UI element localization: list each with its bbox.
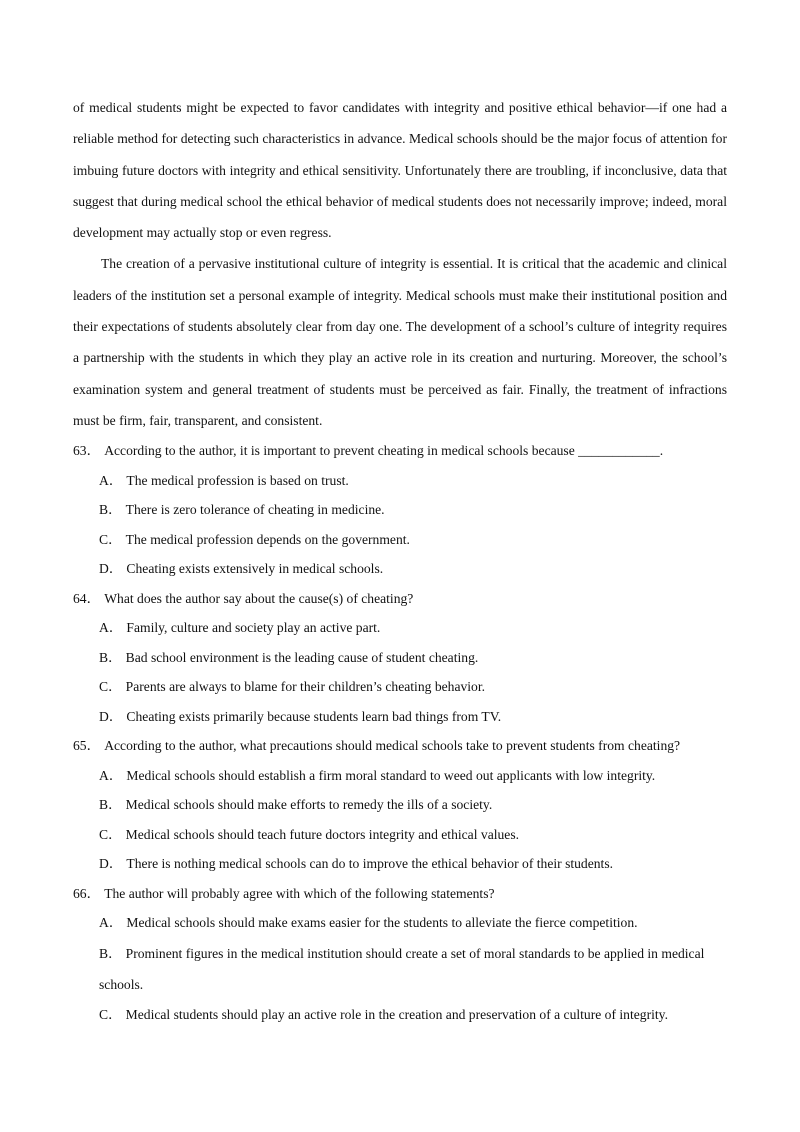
question-63 xyxy=(73,436,727,584)
option-d[interactable] xyxy=(73,702,727,732)
question-stem xyxy=(73,436,727,466)
option-letter: B． xyxy=(99,649,122,665)
option-text: Cheating exists primarily because students learn bad things from TV. xyxy=(126,708,502,724)
option-a[interactable] xyxy=(73,908,727,938)
question-stem xyxy=(73,879,727,909)
option-list xyxy=(73,908,727,1029)
option-b[interactable] xyxy=(73,938,727,1000)
option-letter: C． xyxy=(99,1006,122,1022)
option-c[interactable] xyxy=(73,1000,727,1030)
option-d[interactable] xyxy=(73,554,727,584)
option-letter: A． xyxy=(99,915,123,931)
question-stem xyxy=(73,584,727,614)
question-number: 64． xyxy=(73,590,101,606)
option-letter: A． xyxy=(99,472,123,488)
option-d[interactable] xyxy=(73,849,727,879)
passage-paragraph-2: The creation of a pervasive institutional culture of integrity is essential. It is critical that the academic and clinical leaders of the institution set a personal example of integrity. Medical schools must make their institutional position and their expectations of students absolutely clear from day one. The development of a school’s culture of integrity requires a partnership with the students in which they play an active role in its creation and nurturing. Moreover, the school’s examination system and general treatment of students must be perceived as fair. Finally, the treatment of infractions must be firm, fair, transparent, and consistent. xyxy=(73,256,727,428)
option-list xyxy=(73,613,727,731)
option-letter: D． xyxy=(99,561,123,577)
option-letter: D． xyxy=(99,856,123,872)
option-letter: A． xyxy=(99,767,123,783)
question-number: 63． xyxy=(73,443,101,459)
option-text: Medical schools should teach future doctors integrity and ethical values. xyxy=(125,826,520,842)
option-list xyxy=(73,761,727,879)
question-text: The author will probably agree with which of the following statements? xyxy=(104,885,495,901)
option-a[interactable] xyxy=(73,613,727,643)
option-c[interactable] xyxy=(73,525,727,555)
option-text: Medical schools should make exams easier for the students to alleviate the fierce competition. xyxy=(126,915,638,931)
option-letter: C． xyxy=(99,679,122,695)
option-letter: C． xyxy=(99,826,122,842)
option-text: Prominent figures in the medical institution should create a set of moral standards to be applied in medical schools. xyxy=(99,945,705,992)
option-text: The medical profession depends on the government. xyxy=(125,531,410,547)
option-text: Medical students should play an active role in the creation and preservation of a culture of integrity. xyxy=(125,1006,668,1022)
option-c[interactable] xyxy=(73,820,727,850)
question-number: 65． xyxy=(73,738,101,754)
option-b[interactable] xyxy=(73,643,727,673)
option-letter: B． xyxy=(99,797,122,813)
document-page xyxy=(73,92,727,1029)
option-c[interactable] xyxy=(73,672,727,702)
question-64 xyxy=(73,584,727,732)
option-letter: C． xyxy=(99,531,122,547)
question-number: 66． xyxy=(73,885,101,901)
question-stem xyxy=(73,731,727,761)
option-letter: B． xyxy=(99,945,122,961)
option-b[interactable] xyxy=(73,790,727,820)
option-letter: B． xyxy=(99,502,122,518)
question-text: According to the author, it is important to prevent cheating in medical schools because ____________. xyxy=(104,443,664,459)
passage-paragraph-1: of medical students might be expected to favor candidates with integrity and positive ethical behavior—if one had a reliable method for detecting such characteristics in advance. Medical schools should be the major focus of attention for imbuing future doctors with integrity and ethical sensitivity. Unfortunately there are troubling, if inconclusive, data that suggest that during medical school the ethical behavior of medical students does not necessarily improve; indeed, moral development may actually stop or even regress. xyxy=(73,100,727,241)
option-letter: A． xyxy=(99,620,123,636)
option-text: There is zero tolerance of cheating in medicine. xyxy=(125,502,385,518)
option-letter: D． xyxy=(99,708,123,724)
option-b[interactable] xyxy=(73,495,727,525)
question-66 xyxy=(73,879,727,1030)
question-65 xyxy=(73,731,727,879)
option-list xyxy=(73,466,727,584)
option-text: Family, culture and society play an active part. xyxy=(126,620,381,636)
option-a[interactable] xyxy=(73,466,727,496)
option-text: Medical schools should make efforts to remedy the ills of a society. xyxy=(125,797,493,813)
option-text: Cheating exists extensively in medical schools. xyxy=(126,561,384,577)
option-text: Parents are always to blame for their children’s cheating behavior. xyxy=(125,679,486,695)
option-a[interactable] xyxy=(73,761,727,791)
question-text: According to the author, what precautions should medical schools take to prevent students from cheating? xyxy=(104,738,681,754)
option-text: Medical schools should establish a firm moral standard to weed out applicants with low integrity. xyxy=(126,767,656,783)
question-text: What does the author say about the cause(s) of cheating? xyxy=(104,590,414,606)
option-text: The medical profession is based on trust. xyxy=(126,472,349,488)
option-text: There is nothing medical schools can do to improve the ethical behavior of their students. xyxy=(126,856,614,872)
option-text: Bad school environment is the leading cause of student cheating. xyxy=(125,649,479,665)
